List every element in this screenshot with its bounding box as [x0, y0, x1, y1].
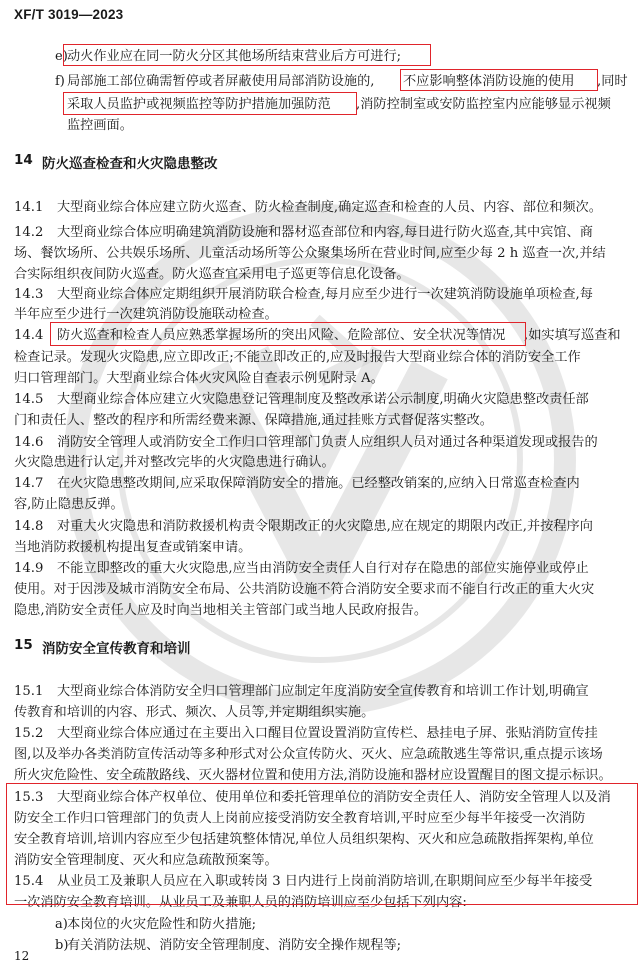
body-text-line: 大型商业综合体应明确建筑消防设施和器材巡查部位和内容,每日进行防火巡查,其中宾馆、商 — [57, 225, 593, 240]
section-heading: 消防安全宣传教育和培训 — [42, 641, 191, 657]
body-text-line: 大型商业综合体消防安全归口管理部门应制定年度消防安全宣传教育和培训工作计划,明确宣 — [57, 684, 589, 699]
body-text-line: 在火灾隐患整改期间,应采取保障消防安全的措施。已经整改销案的,应纳入日常巡查检查内 — [57, 476, 580, 491]
list-marker: f) — [55, 74, 65, 89]
body-text-line: 大型商业综合体产权单位、使用单位和委托管理单位的消防安全责任人、消防安全管理人以及消 — [57, 790, 611, 805]
body-text-line: 安全教育培训,培训内容应至少包括建筑整体情况,单位人员组织架构、灭火和应急疏散指挥架构,单位 — [14, 832, 594, 847]
body-text-line: 检查记录。发现火灾隐患,应立即改正;不能立即改正的,应及时报告大型商业综合体的消防安全工作 — [14, 350, 581, 365]
body-text-line: 隐患,消防安全责任人应及时向当地相关主管部门或当地人民政府报告。 — [14, 603, 428, 618]
body-text-line: 防火巡查和检查人员应熟悉掌握场所的突出风险、危险部位、安全状况等情况 — [57, 328, 506, 343]
body-text-line: 防安全工作归口管理部门的负责人上岗前应接受消防安全教育培训,平时应至少每半年接受一次消防 — [14, 811, 586, 826]
body-text-line: 一次消防安全教育培训。从业员工及兼职人员的消防培训应至少包括下列内容: — [14, 895, 467, 910]
body-text-line: 不能立即整改的重大火灾隐患,应当由消防安全责任人自行对存在隐患的部位实施停业或停止 — [57, 561, 589, 576]
body-text-line: 大型商业综合体应建立火灾隐患登记管理制度及整改承诺公示制度,明确火灾隐患整改责任部 — [57, 392, 589, 407]
body-text-line: 传教育和培训的内容、形式、频次、人员等,并定期组织实施。 — [14, 705, 375, 720]
list-marker: e) — [55, 49, 68, 64]
body-text-line: 大型商业综合体应定期组织开展消防联合检查,每月应至少进行一次建筑消防设施单项检查,每 — [57, 287, 593, 302]
clause-number: 15.1 — [14, 684, 44, 699]
clause-number: 14.3 — [14, 287, 44, 302]
body-text-line: 半年应至少进行一次建筑消防设施联动检查。 — [14, 307, 278, 322]
clause-number: 14.6 — [14, 435, 44, 450]
body-text-line: 对重大火灾隐患和消防救援机构责令限期改正的火灾隐患,应在规定的期限内改正,并按程序向 — [57, 519, 593, 534]
body-text-line: 大型商业综合体应建立防火巡查、防火检查制度,确定巡查和检查的人员、内容、部位和频次。 — [57, 200, 602, 215]
body-text-line: 消防安全管理制度、灭火和应急疏散预案等。 — [14, 853, 278, 868]
body-text-line: 不应影响整体消防设施的使用 — [403, 74, 575, 89]
body-text-line: 所火灾危险性、安全疏散路线、灭火器材位置和使用方法,消防设施和器材应设置醒目的图文提示标识。 — [14, 768, 612, 783]
body-text-line: 监控画面。 — [67, 118, 133, 133]
body-text-line: 动火作业应在同一防火分区其他场所结束营业后方可进行; — [67, 49, 402, 64]
section-heading: 防火巡查检查和火灾隐患整改 — [42, 156, 218, 172]
clause-number: 14.7 — [14, 476, 44, 491]
body-text-line: 门和责任人、整改的程序和所需经费来源、保障措施,通过挂账方式督促落实整改。 — [14, 413, 493, 428]
body-text-line: 合实际组织夜间防火巡查。防火巡查宜采用电子巡更等信息化设备。 — [14, 267, 410, 282]
list-marker: b) — [55, 938, 69, 953]
body-text-line: ,如实填写巡查和 — [524, 328, 621, 343]
section-number: 14 — [14, 152, 33, 168]
body-text-line: 大型商业综合体应通过在主要出入口醒目位置设置消防宣传栏、悬挂电子屏、张贴消防宣传挂 — [57, 726, 598, 741]
body-text-line: 归口管理部门。大型商业综合体火灾风险自查表示例见附录 A。 — [14, 371, 384, 386]
clause-number: 15.3 — [14, 790, 44, 805]
body-text-line: 火灾隐患进行认定,并对整改完毕的火灾隐患进行确认。 — [14, 455, 335, 470]
body-text-line: 消防安全管理人或消防安全工作归口管理部门负责人应组织人员对通过各种渠道发现或报告的 — [57, 435, 598, 450]
section-number: 15 — [14, 637, 33, 653]
clause-number: 14.8 — [14, 519, 44, 534]
body-text-line: 采取人员监护或视频监控等防护措施加强防范 — [67, 97, 331, 112]
clause-number: 15.2 — [14, 726, 44, 741]
body-text-line: ,同时 — [597, 74, 628, 89]
body-text-line: 图,以及举办各类消防宣传活动等多种形式对公众宣传防火、灭火、应急疏散逃生等常识,重点提示该场 — [14, 747, 603, 762]
clause-number: 14.5 — [14, 392, 44, 407]
clause-number: 14.1 — [14, 200, 44, 215]
body-text-line: ,消防控制室或安防监控室内应能够显示视频 — [356, 97, 611, 112]
body-text-line: 局部施工部位确需暂停或者屏蔽使用局部消防设施的, — [67, 74, 375, 89]
clause-number: 14.2 — [14, 225, 44, 240]
page-number: 12 — [14, 949, 30, 963]
body-text-line: 容,防止隐患反弹。 — [14, 497, 124, 512]
body-text-line: 使用。对于因涉及城市消防安全布局、公共消防设施不符合消防安全要求而不能自行改正的重大火灾 — [14, 582, 595, 597]
body-text-line: 当地消防救援机构提出复查或销案申请。 — [14, 540, 252, 555]
body-text-line: 本岗位的火灾危险性和防火措施; — [67, 917, 257, 932]
body-text-line: 场、餐饮场所、公共娱乐场所、儿童活动场所等公众聚集场所在营业时间,应至少每 2 h 巡查一次,并结 — [14, 246, 606, 261]
list-marker: a) — [55, 917, 68, 932]
standard-code: XF/T 3019—2023 — [14, 7, 124, 22]
body-text-line: 从业员工及兼职人员应在入职或转岗 3 日内进行上岗前消防培训,在职期间应至少每半年接受 — [57, 874, 593, 889]
clause-number: 14.4 — [14, 328, 44, 343]
body-text-line: 有关消防法规、消防安全管理制度、消防安全操作规程等; — [67, 938, 402, 953]
clause-number: 15.4 — [14, 874, 44, 889]
clause-number: 14.9 — [14, 561, 44, 576]
